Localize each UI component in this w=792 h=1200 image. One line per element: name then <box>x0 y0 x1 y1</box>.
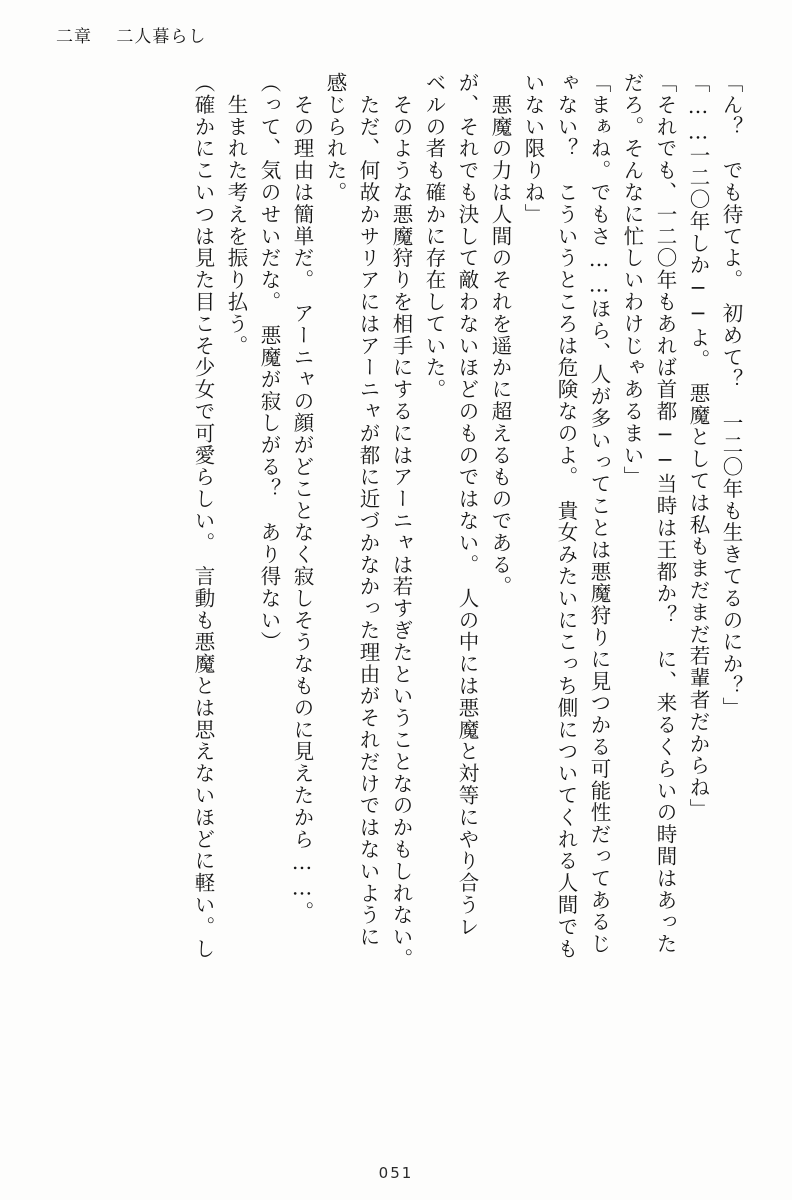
text-column: 悪魔の力は人間のそれを遥かに超えるものである。 <box>488 72 512 598</box>
text-column: （って、気のせいだな。 悪魔が寂しがる？ あり得ない） <box>257 72 281 654</box>
text-column: 「……一二〇年しか──よ。 悪魔としては私もまだまだ若輩者だからね」 <box>686 72 710 821</box>
text-column: いない限りね」 <box>521 72 545 226</box>
page-number: 051 <box>378 1164 414 1182</box>
text-column: ただ、何故かサリアにはアーニャが都に近づかなかった理由がそれだけではないように <box>356 72 380 948</box>
text-column: そのような悪魔狩りを相手にするにはアーニャは若すぎたということなのかもしれない。 <box>389 72 413 970</box>
text-column: ベルの者も確かに存在していた。 <box>422 72 446 401</box>
chapter-number: 二章 <box>56 27 92 47</box>
text-column: その理由は簡単だ。 アーニャの顔がどことなく寂しそうなものに見えたから……。 <box>290 72 314 923</box>
text-column: 「ん？ でも待てよ。 初めて？ 一二〇年も生きてるのにか？」 <box>719 72 743 719</box>
text-column: 「それでも、一二〇年もあれば首都──当時は王都か？ に、来るくらいの時間はあった <box>653 72 677 955</box>
text-column: 感じられた。 <box>323 72 347 204</box>
text-column: ゃない？ こういうところは危険なのよ。 貴女みたいにこっち側についてくれる人間でも <box>554 72 578 960</box>
vertical-text-body <box>56 72 746 1132</box>
text-column: だろ。そんなに忙しいわけじゃあるまい」 <box>620 72 644 489</box>
chapter-title: 二人暮らし <box>116 27 207 47</box>
text-column: が、それでも決して敵わないほどのものではない。 人の中には悪魔と対等にやり合うレ <box>455 72 479 938</box>
text-column: 生まれた考えを振り払う。 <box>224 72 248 357</box>
text-column: （確かにこいつは見た目こそ少女で可愛らしい。 言動も悪魔とは思えないほどに軽い。し <box>191 72 215 960</box>
text-column: 「まぁね。でもさ……ほら、人が多いってことは悪魔狩りに見つかる可能性だってあるじ <box>587 72 611 955</box>
running-header <box>56 22 206 47</box>
